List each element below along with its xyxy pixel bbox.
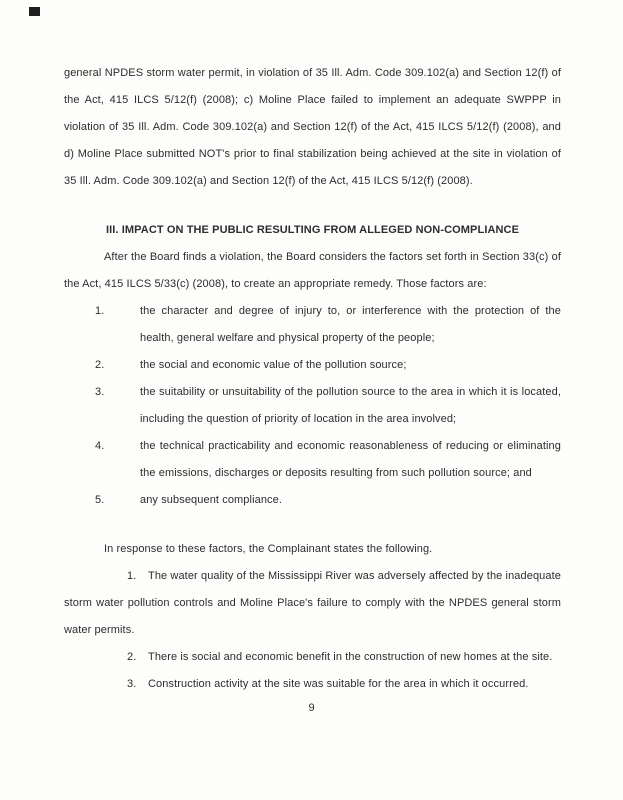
list-item-text: There is social and economic benefit in the construction of new homes at the site. [148, 651, 553, 663]
list-item [64, 487, 561, 514]
list-item-text: the suitability or unsuitability of the pollution source to the area in which it is located, including the question of priority of location in the area involved; [140, 386, 561, 425]
continuation-paragraph: general NPDES storm water permit, in violation of 35 Ill. Adm. Code 309.102(a) and Section 12(f) of the Act, 415 ILCS 5/12(f) (2008); c) Moline Place failed to implement an adequate SWPPP in violation of 35 Ill. Adm. Code 309.102(a) and Section 12(f) of the Act, 415 ILCS 5/12(f) (2008), and d) Moline Place submitted NOT's prior to final stabilization being achieved at the site in violation of 35 Ill. Adm. Code 309.102(a) and Section 12(f) of the Act, 415 ILCS 5/12(f) (2008). [64, 67, 561, 187]
list-item-number: 5. [95, 494, 105, 506]
scan-artifact [29, 7, 40, 16]
list-item [64, 352, 561, 379]
list-item-text: Construction activity at the site was suitable for the area in which it occurred. [148, 678, 529, 690]
list-item-number: 2. [95, 359, 105, 371]
factors-list [64, 298, 561, 514]
response-paragraph [64, 563, 561, 644]
page-number: 9 [308, 702, 315, 714]
list-item-number: 4. [95, 440, 105, 452]
section-heading: III. IMPACT ON THE PUBLIC RESULTING FROM ALLEGED NON-COMPLIANCE [105, 224, 520, 236]
list-item-number: 1. [95, 305, 105, 317]
list-item [64, 433, 561, 487]
list-item [64, 298, 561, 352]
response-paragraph [64, 644, 561, 671]
list-item-text: any subsequent compliance. [140, 494, 283, 506]
list-item-text: the character and degree of injury to, or interference with the protection of the health, general welfare and physical property of the people; [140, 305, 561, 344]
document-content [64, 60, 561, 698]
factors-lead-paragraph: After the Board finds a violation, the Board considers the factors set forth in Section 33(c) of the Act, 415 ILCS 5/33(c) (2008), to create an appropriate remedy. Those factors are: [64, 251, 561, 290]
response-intro-paragraph: In response to these factors, the Complainant states the following. [104, 543, 433, 555]
list-item [64, 379, 561, 433]
list-item-number: 2. [127, 651, 137, 663]
response-paragraph [64, 671, 561, 698]
list-item-text: the social and economic value of the pollution source; [140, 359, 407, 371]
list-item-number: 3. [127, 678, 137, 690]
list-item-text: The water quality of the Mississippi River was adversely affected by the inadequate storm water pollution controls and Moline Place's failure to comply with the NPDES general storm water permits. [64, 570, 561, 636]
list-item-number: 3. [95, 386, 105, 398]
list-item-text: the technical practicability and economic reasonableness of reducing or eliminating the emissions, discharges or deposits resulting from such pollution source; and [140, 440, 561, 479]
list-item-number: 1. [127, 570, 137, 582]
